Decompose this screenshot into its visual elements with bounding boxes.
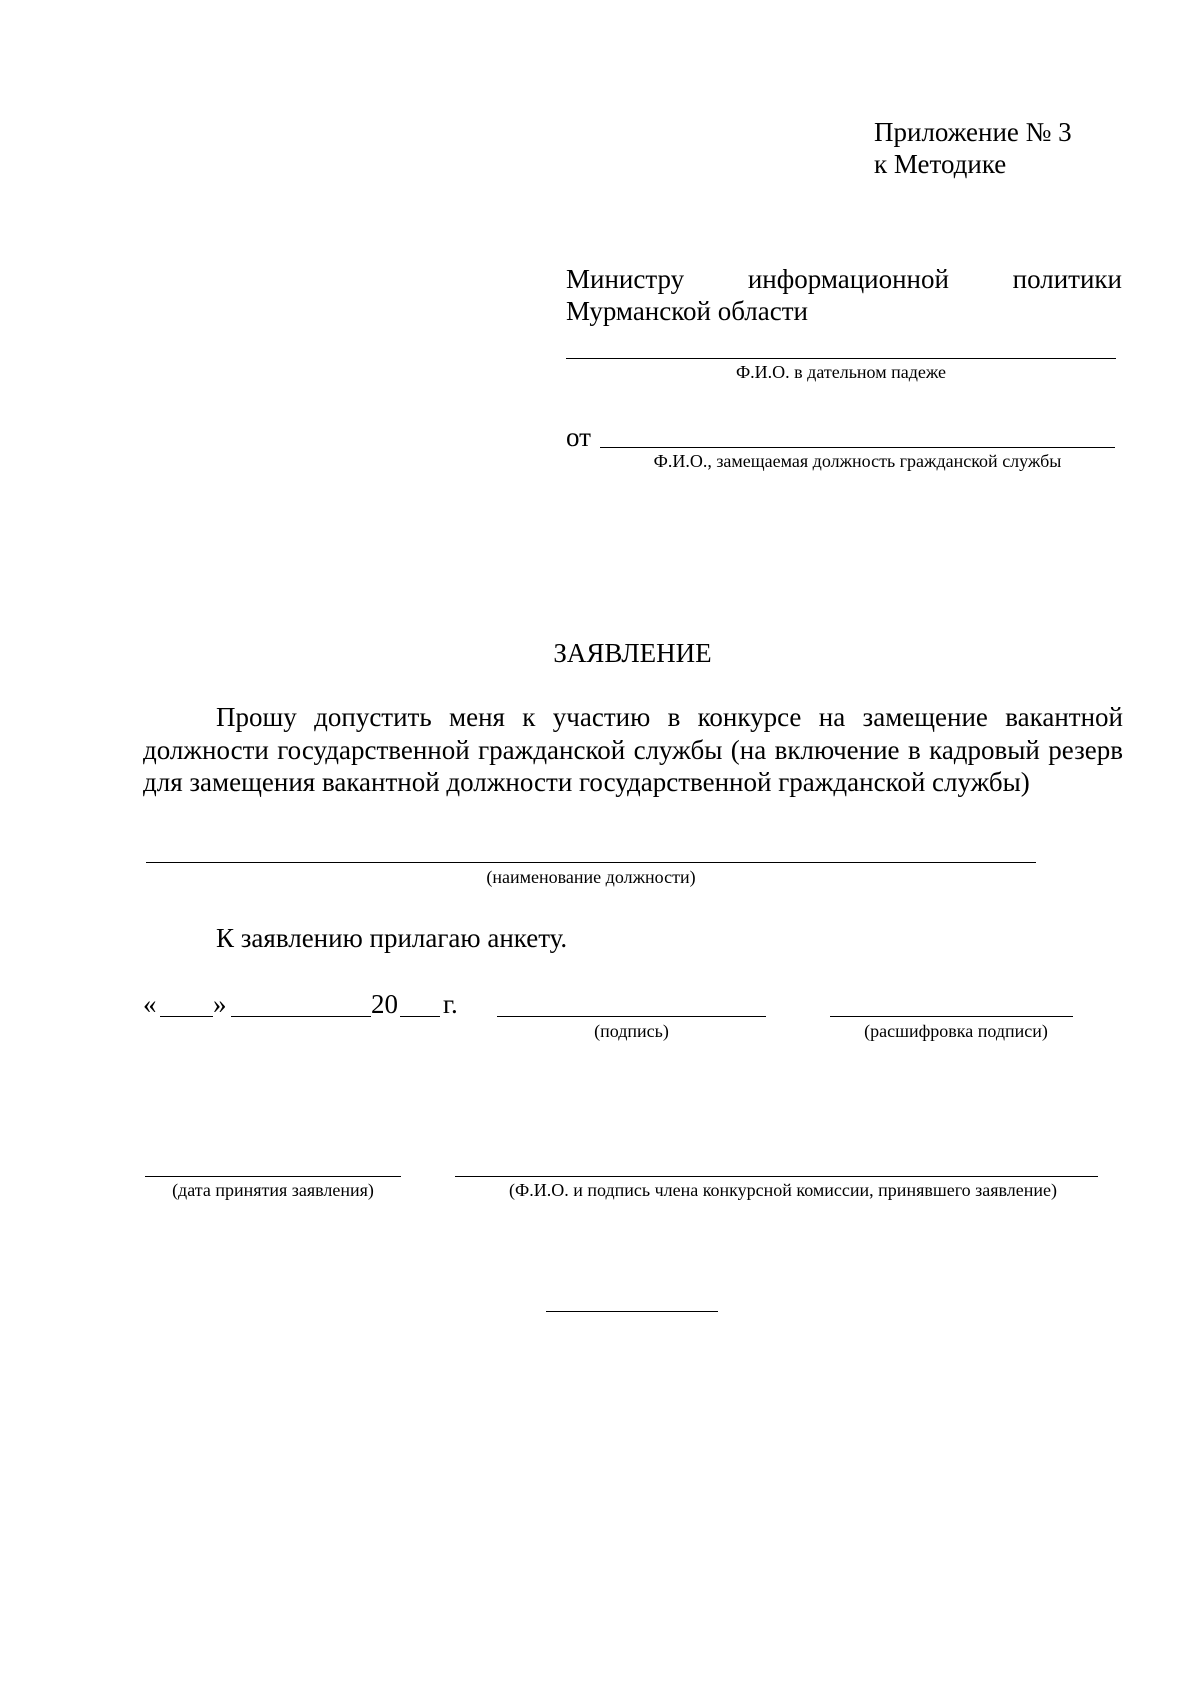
acceptance-member-line bbox=[455, 1176, 1098, 1177]
date-year-prefix: 20 bbox=[371, 989, 398, 1019]
decoding-caption: (расшифровка подписи) bbox=[864, 1021, 1048, 1041]
acceptance-date-line bbox=[145, 1176, 401, 1177]
date-year-line bbox=[400, 1016, 440, 1017]
appendix-number: Приложение № 3 bbox=[874, 117, 1072, 147]
from-caption: Ф.И.О., замещаемая должность гражданской службы bbox=[653, 451, 1062, 471]
signature-line bbox=[497, 1016, 766, 1017]
date-year-suffix: г. bbox=[443, 989, 458, 1019]
document-title: ЗАЯВЛЕНИЕ bbox=[553, 638, 712, 668]
date-day-line bbox=[160, 1016, 213, 1017]
position-caption: (наименование должности) bbox=[486, 867, 696, 887]
closing-separator bbox=[546, 1311, 718, 1312]
addressee-line-1: Министру информационной политики bbox=[566, 264, 1122, 294]
addressee-fio-caption: Ф.И.О. в дательном падеже bbox=[735, 362, 947, 382]
date-month-line bbox=[231, 1016, 371, 1017]
decoding-line bbox=[830, 1016, 1073, 1017]
signature-caption: (подпись) bbox=[594, 1021, 669, 1041]
acceptance-date-caption: (дата принятия заявления) bbox=[172, 1180, 374, 1200]
addressee-line-2: Мурманской области bbox=[566, 296, 808, 326]
appendix-reference: к Методике bbox=[874, 149, 1007, 179]
request-paragraph bbox=[143, 701, 1123, 799]
date-quote-open: « bbox=[143, 989, 157, 1019]
addressee-fio-line bbox=[566, 358, 1116, 359]
position-line bbox=[146, 862, 1036, 863]
from-label: от bbox=[566, 422, 591, 452]
request-paragraph-text: Прошу допустить меня к участию в конкурсе на замещение вакантной должности государственной гражданской службы (на включение в кадровый резерв для замещения вакантной должности государственной гражданской службы) bbox=[143, 702, 1123, 797]
date-quote-close: » bbox=[213, 989, 227, 1019]
acceptance-member-caption: (Ф.И.О. и подпись члена конкурсной комиссии, принявшего заявление) bbox=[508, 1180, 1057, 1200]
from-line bbox=[600, 447, 1115, 448]
attachment-text: К заявлению прилагаю анкету. bbox=[216, 923, 568, 953]
